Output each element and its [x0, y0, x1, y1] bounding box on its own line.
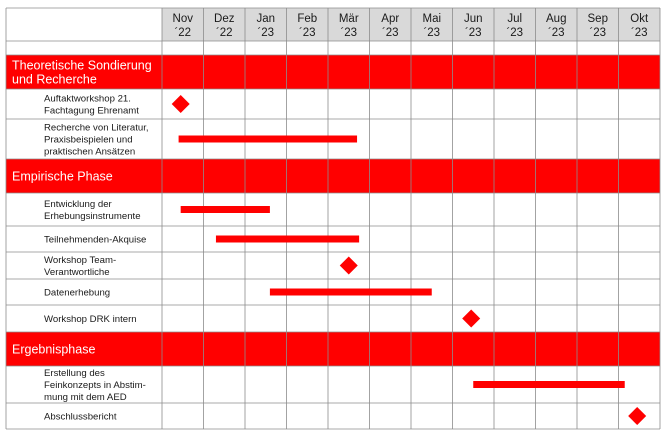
- task-label: Auftaktworkshop 21.: [44, 93, 131, 105]
- month-label: Aug: [546, 13, 567, 25]
- task-label: Workshop DRK intern: [44, 314, 137, 325]
- month-label: Okt: [630, 13, 649, 25]
- task-label: Datenerhebung: [44, 287, 111, 299]
- task-label: Fachtagung Ehrenamt: [44, 105, 139, 117]
- milestone-diamond: [628, 407, 646, 425]
- timeline-bar: [270, 289, 432, 296]
- month-label: Sep: [587, 13, 608, 25]
- month-label: Jul: [507, 13, 523, 25]
- month-year-label: ´23: [589, 27, 607, 39]
- task-label: Entwicklung der: [44, 199, 112, 210]
- month-label: Apr: [381, 13, 400, 25]
- month-label: Feb: [297, 13, 318, 25]
- phase-label: Theoretische Sondierung: [12, 58, 152, 73]
- timeline-bar: [181, 206, 270, 213]
- task-label: Abschlussbericht: [44, 411, 117, 423]
- task-label: Feinkonzepts in Abstim-: [44, 380, 146, 391]
- phase-label: Empirische Phase: [12, 169, 113, 184]
- month-label: Mär: [338, 13, 359, 25]
- month-year-label: ´23: [381, 27, 399, 39]
- phase-label: Ergebnisphase: [12, 342, 96, 357]
- task-label: Teilnehmenden-Akquise: [44, 234, 147, 246]
- task-label: mung mit dem AED: [44, 392, 127, 403]
- timeline-bar: [216, 236, 359, 243]
- month-label: Nov: [172, 13, 193, 25]
- task-label: Erstellung des: [44, 368, 105, 379]
- task-label: Recherche von Literatur,: [44, 122, 149, 134]
- month-year-label: ´22: [174, 27, 192, 39]
- month-year-label: ´23: [630, 27, 648, 39]
- month-year-label: ´23: [423, 27, 441, 39]
- milestone-diamond: [172, 95, 190, 113]
- month-year-label: ´23: [506, 27, 524, 39]
- month-label: Mai: [422, 13, 442, 25]
- month-year-label: ´22: [215, 27, 233, 39]
- task-label: Workshop Team-: [44, 255, 117, 266]
- month-year-label: ´23: [464, 27, 482, 39]
- month-year-label: ´23: [298, 27, 316, 39]
- timeline-bar: [179, 136, 357, 143]
- phase-label: und Recherche: [12, 72, 97, 87]
- milestone-diamond: [462, 310, 480, 328]
- task-label: Praxisbeispielen und: [44, 134, 133, 146]
- month-label: Dez: [214, 13, 235, 25]
- month-year-label: ´23: [547, 27, 565, 39]
- timeline-bar: [473, 381, 624, 388]
- task-label: Verantwortliche: [44, 267, 110, 278]
- phase-band: [6, 332, 660, 366]
- task-label: Erhebungsinstrumente: [44, 211, 141, 222]
- task-label: praktischen Ansätzen: [44, 146, 136, 158]
- month-label: Jun: [463, 13, 483, 25]
- month-year-label: ´23: [340, 27, 358, 39]
- month-year-label: ´23: [257, 27, 275, 39]
- milestone-diamond: [340, 257, 358, 275]
- month-label: Jan: [256, 13, 276, 25]
